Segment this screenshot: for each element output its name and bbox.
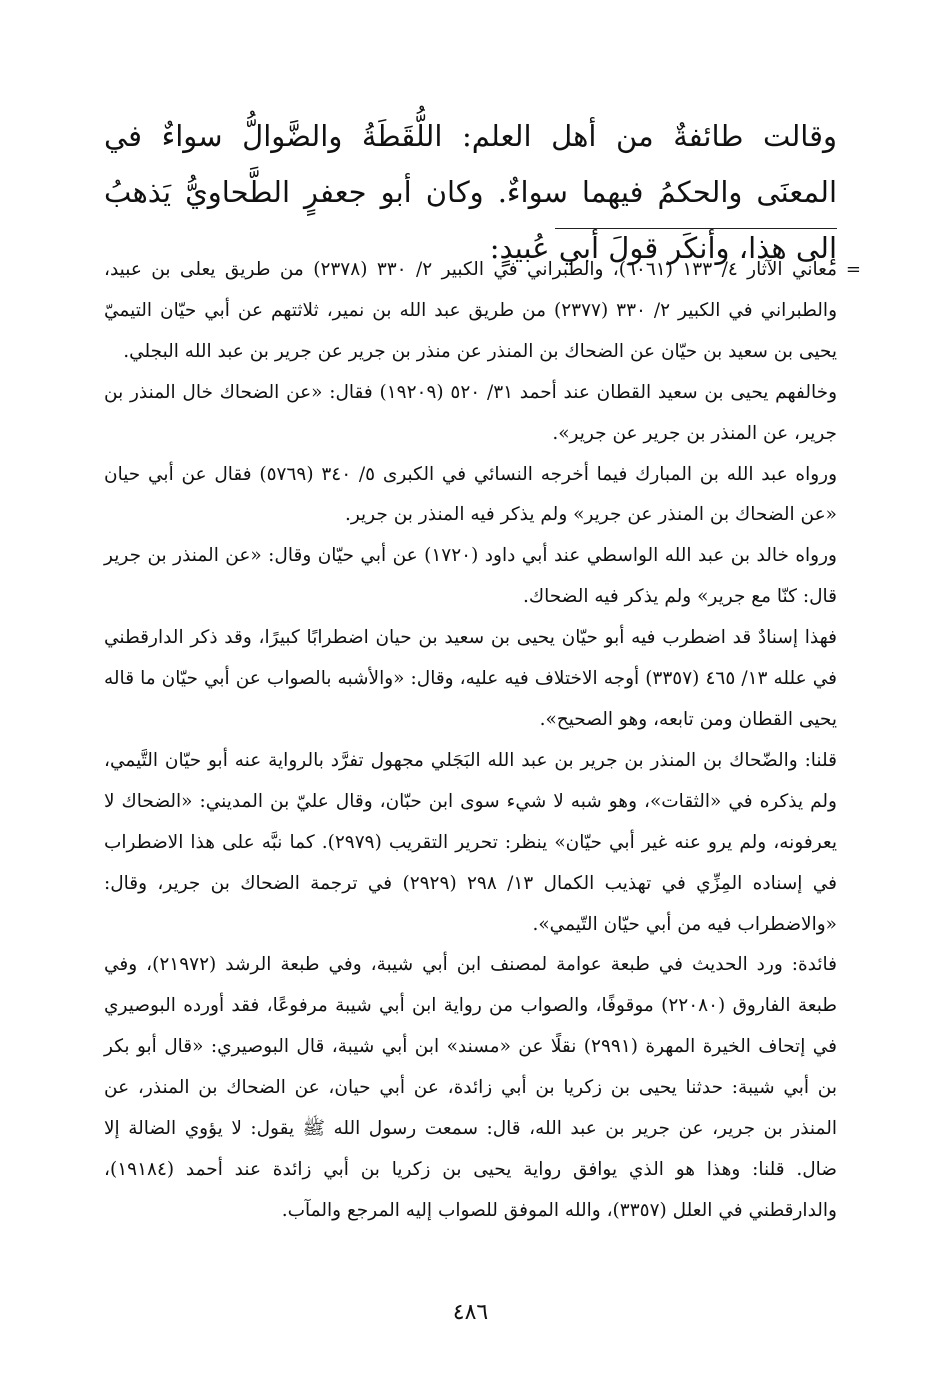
footnote-paragraph: وخالفهم يحيى بن سعيد القطان عند أحمد ٣١/ ٥٢٠ (١٩٢٠٩) فقال: «عن الضحاك خال المنذر بن جرير، عن المنذر بن جرير عن جرير». — [104, 381, 837, 444]
main-text: وقالت طائفةٌ من أهل العلم: اللُّقَطَةُ والضَّوالُّ سواءٌ في المعنَى والحكمُ فيهما سواءٌ. وكان أبو جعفرٍ الطَّحاويُّ يَذهبُ إلى هذا، وأنكَر قولَ أبي عُبيدٍ: — [104, 119, 837, 265]
footnote-paragraph: ورواه عبد الله بن المبارك فيما أخرجه النسائي في الكبرى ٥/ ٣٤٠ (٥٧٦٩) فقال عن أبي حيان «عن الضحاك بن المنذر عن جرير» ولم يذكر فيه المنذر بن جرير. — [104, 463, 838, 526]
footnote-separator — [555, 228, 837, 229]
footnote-paragraph: معاني الآثار ٤/ ١٣٣ (٦٠٦١)، والطبراني في الكبير ٢/ ٣٣٠ (٢٣٧٨) من طريق يعلى بن عبيد، والطبراني في الكبير ٢/ ٣٣٠ (٢٣٧٧) من طريق عبد الله بن نمير، ثلاثتهم عن أبي حيّان التيميّ يحيى بن سعيد بن حيّان عن الضحاك بن المنذر عن منذر بن جرير عن جرير بن عبد الله البجلي. — [104, 259, 838, 362]
footnote-paragraph: فائدة: ورد الحديث في طبعة عوامة لمصنف ابن أبي شيبة، وفي طبعة الرشد (٢١٩٧٢)، وفي طبعة الفاروق (٢٢٠٨٠) موقوفًا، والصواب من رواية ابن أبي شيبة مرفوعًا، فقد أورده البوصيري في إتحاف الخيرة المهرة (٢٩٩١) نقلًا عن «مسند» ابن أبي شيبة، قال البوصيري: «قال أبو بكر بن أبي شيبة: حدثنا يحيى بن زكريا بن أبي زائدة، عن أبي حيان، عن الضحاك بن المنذر، عن المنذر بن جرير، عن جرير بن عبد الله، قال: سمعت رسول الله ﷺ يقول: لا يؤوي الضالة إلا ضال. قلنا: وهذا هو الذي يوافق رواية يحيى بن زكريا بن أبي زائدة عند أحمد (١٩١٨٤)، والدارقطني في العلل (٣٣٥٧)، والله الموفق للصواب إليه المرجع والمآب. — [104, 954, 838, 1221]
footnote-paragraph: فهذا إسنادٌ قد اضطرب فيه أبو حيّان يحيى بن سعيد بن حيان اضطرابًا كبيرًا، وقد ذكر الدارقطني في علله ١٣/ ٤٦٥ (٣٣٥٧) أوجه الاختلاف فيه عليه، وقال: «والأشبه بالصواب عن أبي حيّان ما قاله يحيى القطان ومن تابعه، وهو الصحيح». — [104, 627, 838, 730]
footnote-paragraph: قلنا: والضّحاك بن المنذر بن جرير بن عبد الله البَجَلي مجهول تفرَّد بالرواية عنه أبو حيّان التَّيمي، ولم يذكره في «الثقات»، وهو شبه لا شيء سوى ابن حبّان، وقال عليّ بن المديني: «الضحاك لا يعرفونه، ولم يرو عنه غير أبي حيّان» ينظر: تحرير التقريب (٢٩٧٩). كما نبَّه على هذا الاضطراب في إسناده المِزِّي في تهذيب الكمال ١٣/ ٢٩٨ (٢٩٢٩) في ترجمة الضحاك بن جرير، وقال: «والاضطراب فيه من أبي حيّان التّيمي». — [104, 749, 837, 935]
page-number: ٤٨٦ — [452, 1300, 489, 1325]
footnotes — [104, 250, 861, 1232]
footnote-paragraph: ورواه خالد بن عبد الله الواسطي عند أبي داود (١٧٢٠) عن أبي حيّان وقال: «عن المنذر بن جرير قال: كنّا مع جرير» ولم يذكر فيه الضحاك. — [104, 545, 837, 608]
footnote-first-block — [104, 250, 861, 373]
continuation-marker: = — [845, 259, 861, 280]
